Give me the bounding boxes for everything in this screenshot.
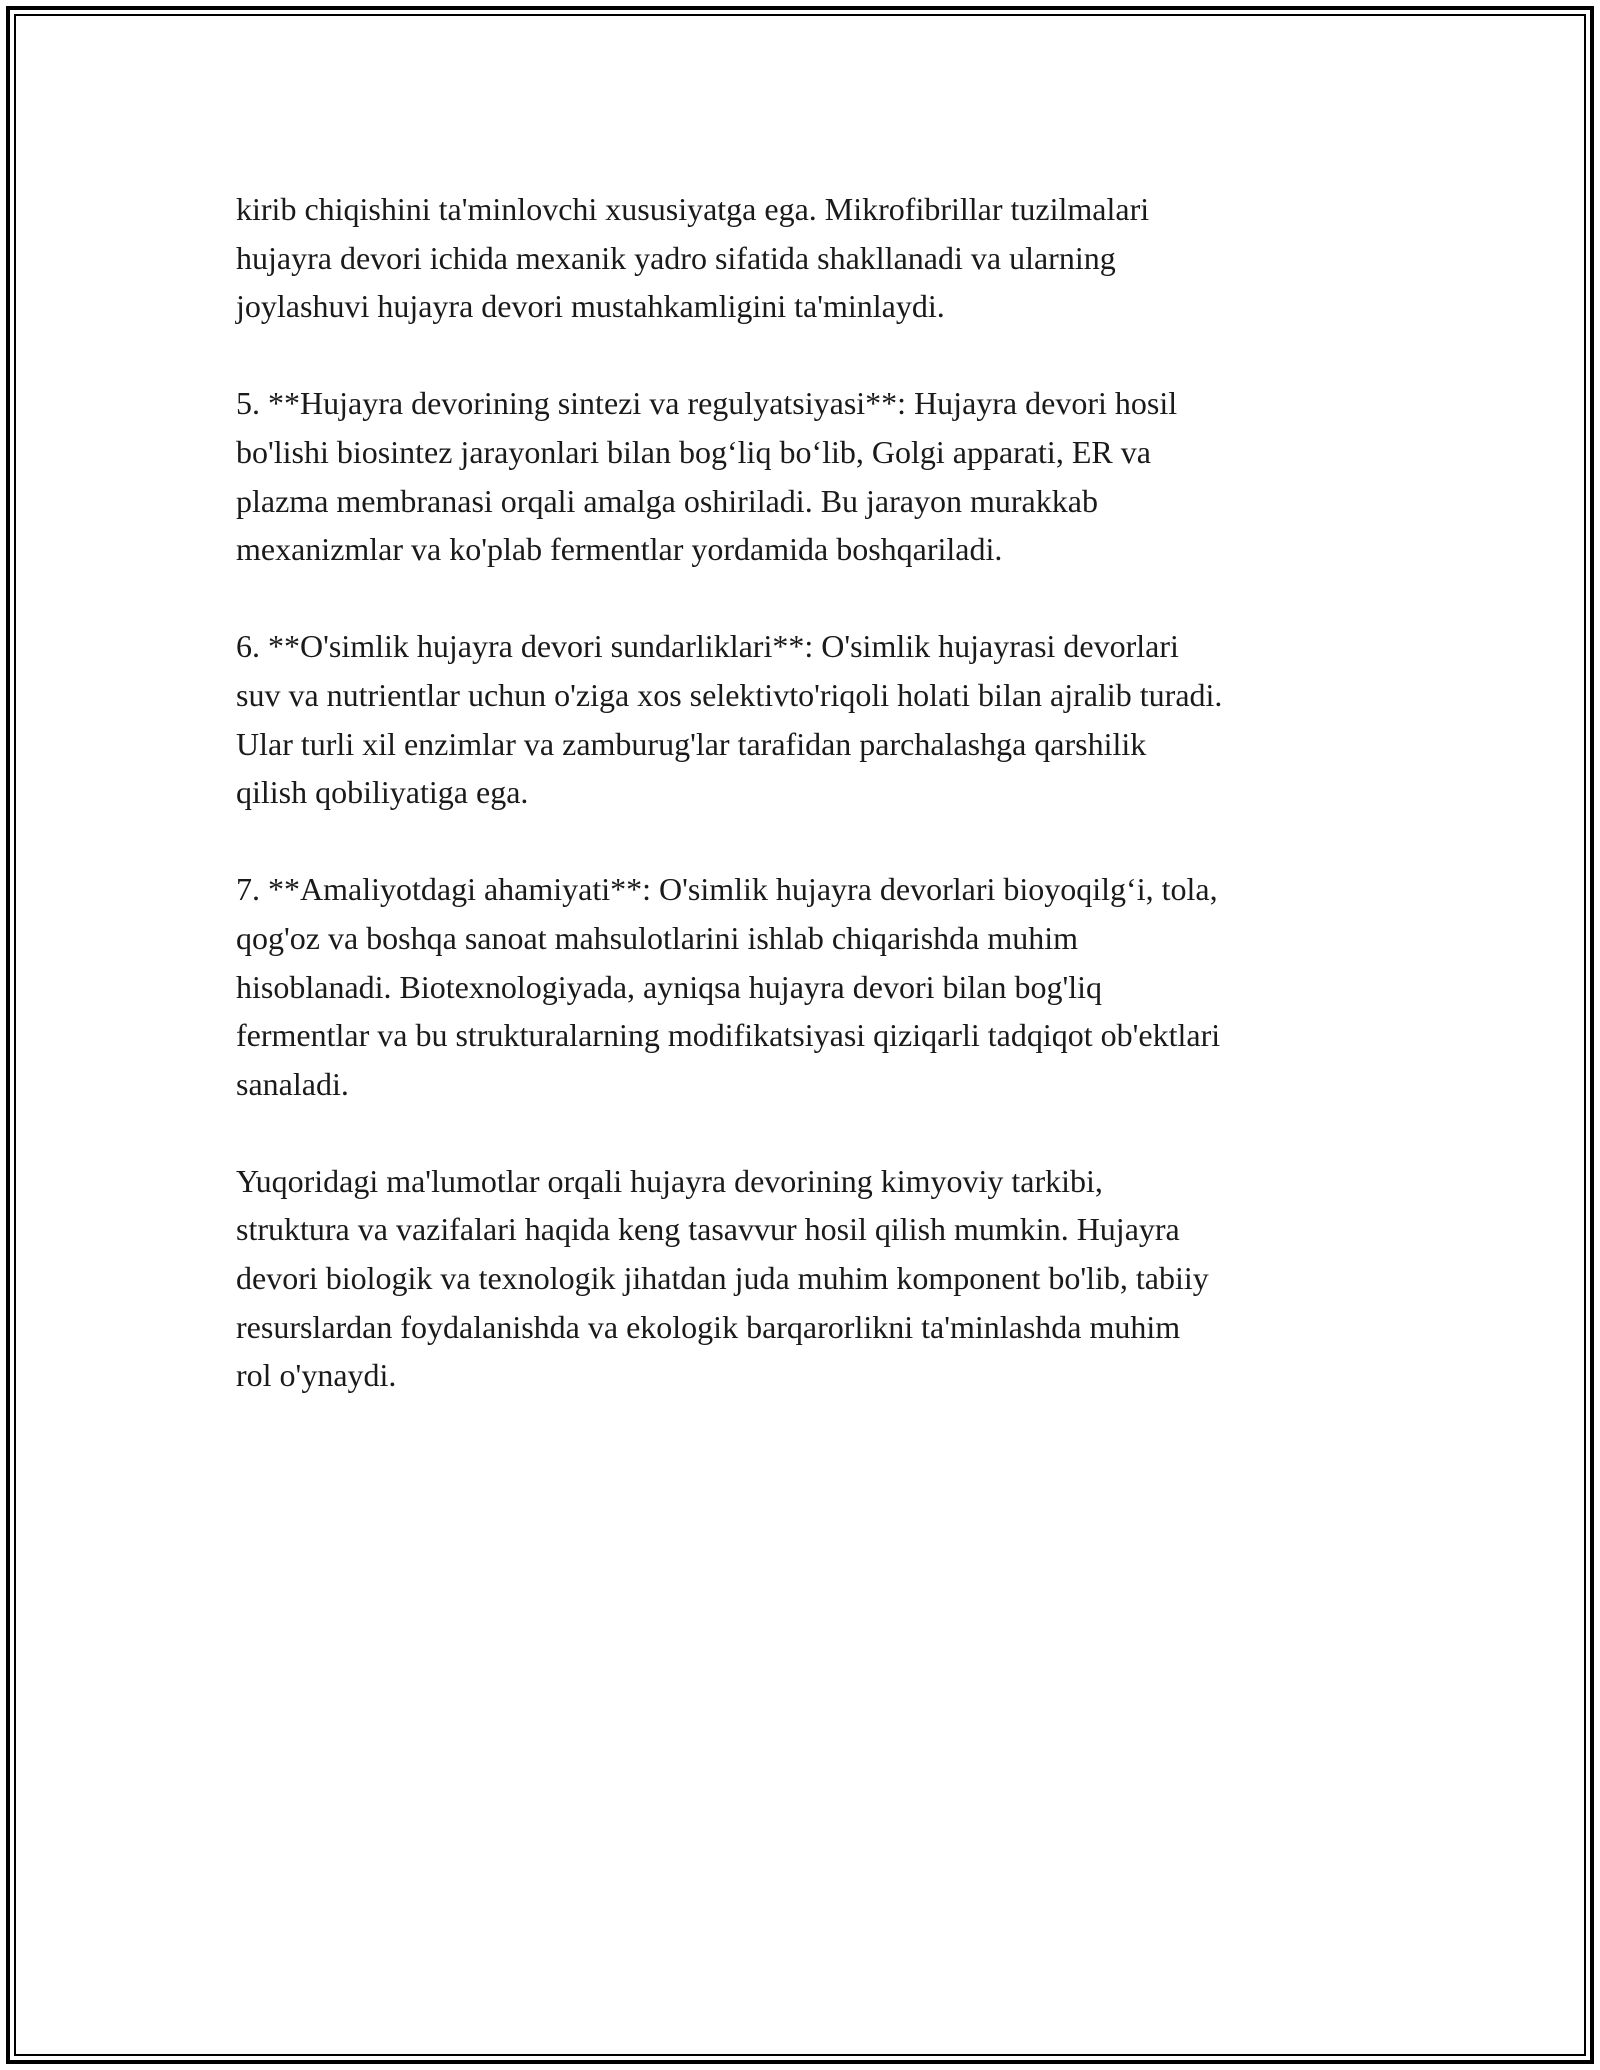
text-line: struktura va vazifalari haqida keng tasavvur hosil qilish mumkin. Hujayra (236, 1211, 1180, 1248)
text-line: mexanizmlar va ko'plab fermentlar yordamida boshqariladi. (236, 531, 1003, 568)
text-line: hujayra devori ichida mexanik yadro sifatida shakllanadi va ularning (236, 239, 1116, 276)
text-line: suv va nutrientlar uchun o'ziga xos selektivto'riqoli holati bilan ajralib turadi. (236, 676, 1223, 713)
text-line: joylashuvi hujayra devori mustahkamligini ta'minlaydi. (236, 288, 945, 325)
text-line: kirib chiqishini ta'minlovchi xususiyatga ega. Mikrofibrillar tuzilmalari (236, 191, 1150, 227)
text-line: 5. **Hujayra devorining sintezi va regulyatsiyasi**: Hujayra devori hosil (236, 385, 1178, 422)
text-line: rol o'ynaydi. (236, 1357, 397, 1394)
text-line: resurslardan foydalanishda va ekologik barqarorlikni ta'minlashda muhim (236, 1308, 1181, 1345)
text-line: Yuqoridagi ma'lumotlar orqali hujayra devorining kimyoviy tarkibi, (236, 1162, 1103, 1199)
text-line: 7. **Amaliyotdagi ahamiyati**: O'simlik hujayra devorlari bioyoqilg‘i, tola, (236, 871, 1218, 908)
text-line: devori biologik va texnologik jihatdan juda muhim komponent bo'lib, tabiiy (236, 1260, 1209, 1297)
text-line: bo'lishi biosintez jarayonlari bilan bog‘liq bo‘lib, Golgi apparati, ER va (236, 433, 1151, 470)
text-line: plazma membranasi orqali amalga oshiriladi. Bu jarayon murakkab (236, 482, 1098, 519)
text-line: hisoblanadi. Biotexnologiyada, ayniqsa hujayra devori bilan bog'liq (236, 968, 1103, 1005)
text-line: Ular turli xil enzimlar va zamburug'lar tarafidan parchalashga qarshilik (236, 725, 1147, 762)
paragraph-conclusion (236, 1157, 1376, 1400)
text-line: sanaladi. (236, 1065, 349, 1102)
document-body (236, 185, 1376, 1448)
text-line: fermentlar va bu strukturalarning modifikatsiyasi qiziqarli tadqiqot ob'ektlari (236, 1017, 1221, 1054)
paragraph-intro-continued (236, 185, 1376, 331)
paragraph-item-5 (236, 379, 1376, 573)
paragraph-item-7 (236, 865, 1376, 1108)
text-line: 6. **O'simlik hujayra devori sundarliklari**: O'simlik hujayrasi devorlari (236, 628, 1179, 665)
text-line: qilish qobiliyatiga ega. (236, 774, 529, 811)
paragraph-item-6 (236, 622, 1376, 816)
text-line: qog'oz va boshqa sanoat mahsulotlarini ishlab chiqarishda muhim (236, 919, 1079, 956)
